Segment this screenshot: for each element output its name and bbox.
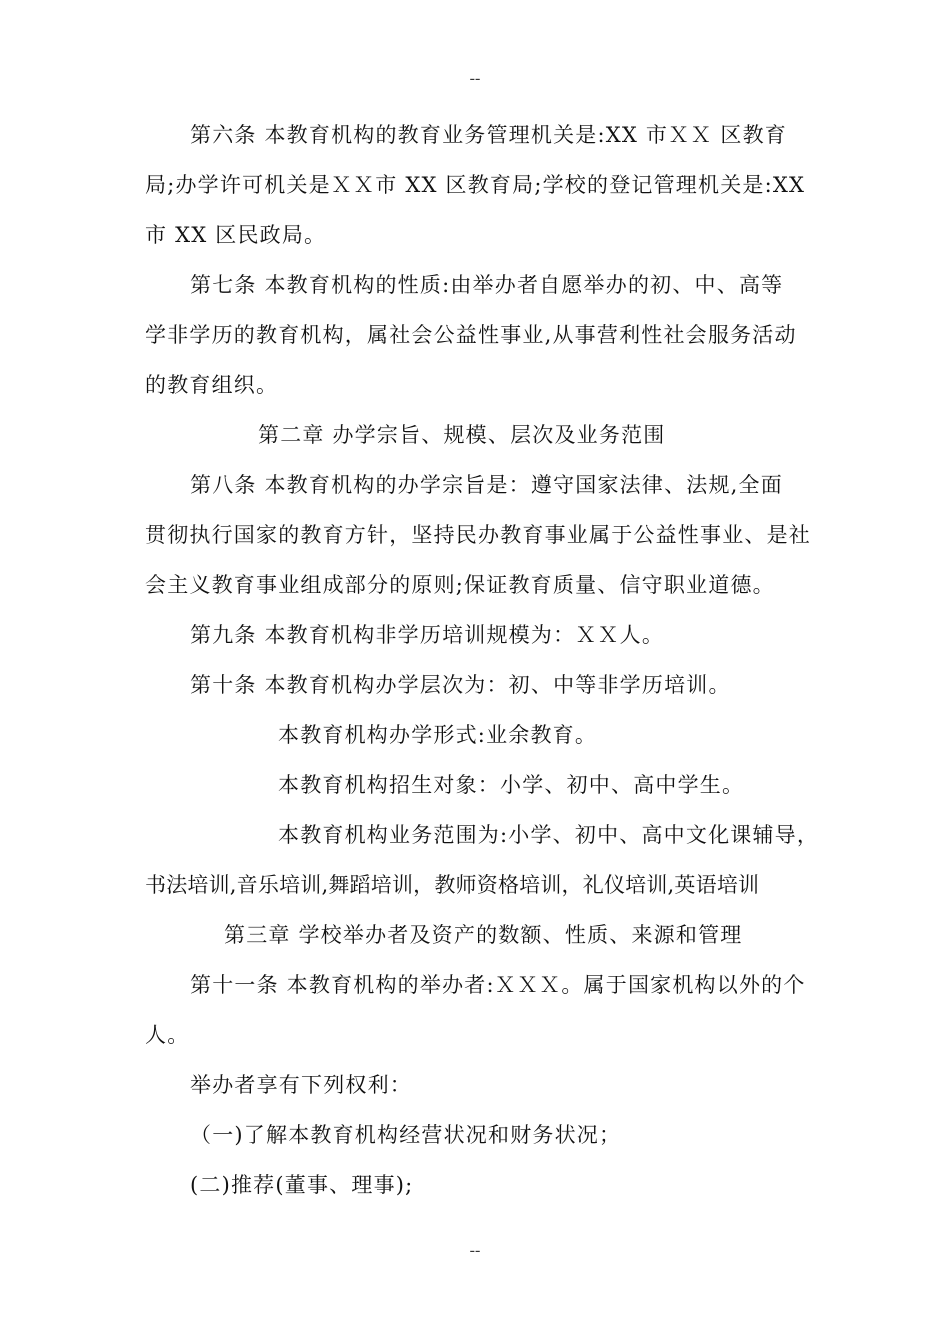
page-marker-bottom: -- (469, 1242, 481, 1259)
article-6-line-2: 局;办学许可机关是ＸＸ市 XX 区教育局;学校的登记管理机关是:XX (145, 173, 806, 197)
article-10-line-1: 第十条 本教育机构办学层次为：初、中等非学历培训。 (190, 673, 731, 697)
article-7-line-2: 学非学历的教育机构，属社会公益性事业,从事营利性社会服务活动 (145, 323, 797, 347)
article-10-line-5: 书法培训,音乐培训,舞蹈培训，教师资格培训，礼仪培训,英语培训 (145, 873, 760, 897)
article-7-line-1: 第七条 本教育机构的性质:由举办者自愿举办的初、中、高等 (190, 273, 784, 297)
page-marker-top: -- (469, 70, 481, 87)
article-6-line-3: 市 XX 区民政局。 (145, 223, 327, 247)
article-8-line-2: 贯彻执行国家的教育方针，坚持民办教育事业属于公益性事业、是社 (145, 523, 811, 547)
article-9: 第九条 本教育机构非学历培训规模为：ＸＸ人。 (190, 623, 665, 647)
article-10-line-4: 本教育机构业务范围为:小学、初中、高中文化课辅导， (278, 823, 820, 847)
right-item-2: (二)推荐(董事、理事); (190, 1173, 414, 1197)
chapter-2-heading: 第二章 办学宗旨、规模、层次及业务范围 (258, 423, 666, 447)
article-11-line-2: 人。 (145, 1023, 190, 1047)
article-8-line-1: 第八条 本教育机构的办学宗旨是：遵守国家法律、法规,全面 (190, 473, 783, 497)
article-6-line-1: 第六条 本教育机构的教育业务管理机关是:XX 市ＸＸ 区教育 (190, 123, 787, 147)
article-10-line-3: 本教育机构招生对象：小学、初中、高中学生。 (278, 773, 745, 797)
article-10-line-2: 本教育机构办学形式:业余教育。 (278, 723, 598, 747)
article-11-line-1: 第十一条 本教育机构的举办者:ＸＸＸ。属于国家机构以外的个 (190, 973, 806, 997)
article-7-line-3: 的教育组织。 (145, 373, 279, 397)
right-item-1: （一)了解本教育机构经营状况和财务状况； (190, 1123, 622, 1147)
chapter-3-heading: 第三章 学校举办者及资产的数额、性质、来源和管理 (224, 923, 743, 947)
rights-intro: 举办者享有下列权利： (190, 1073, 412, 1097)
article-8-line-3: 会主义教育事业组成部分的原则;保证教育质量、信守职业道德。 (145, 573, 775, 597)
